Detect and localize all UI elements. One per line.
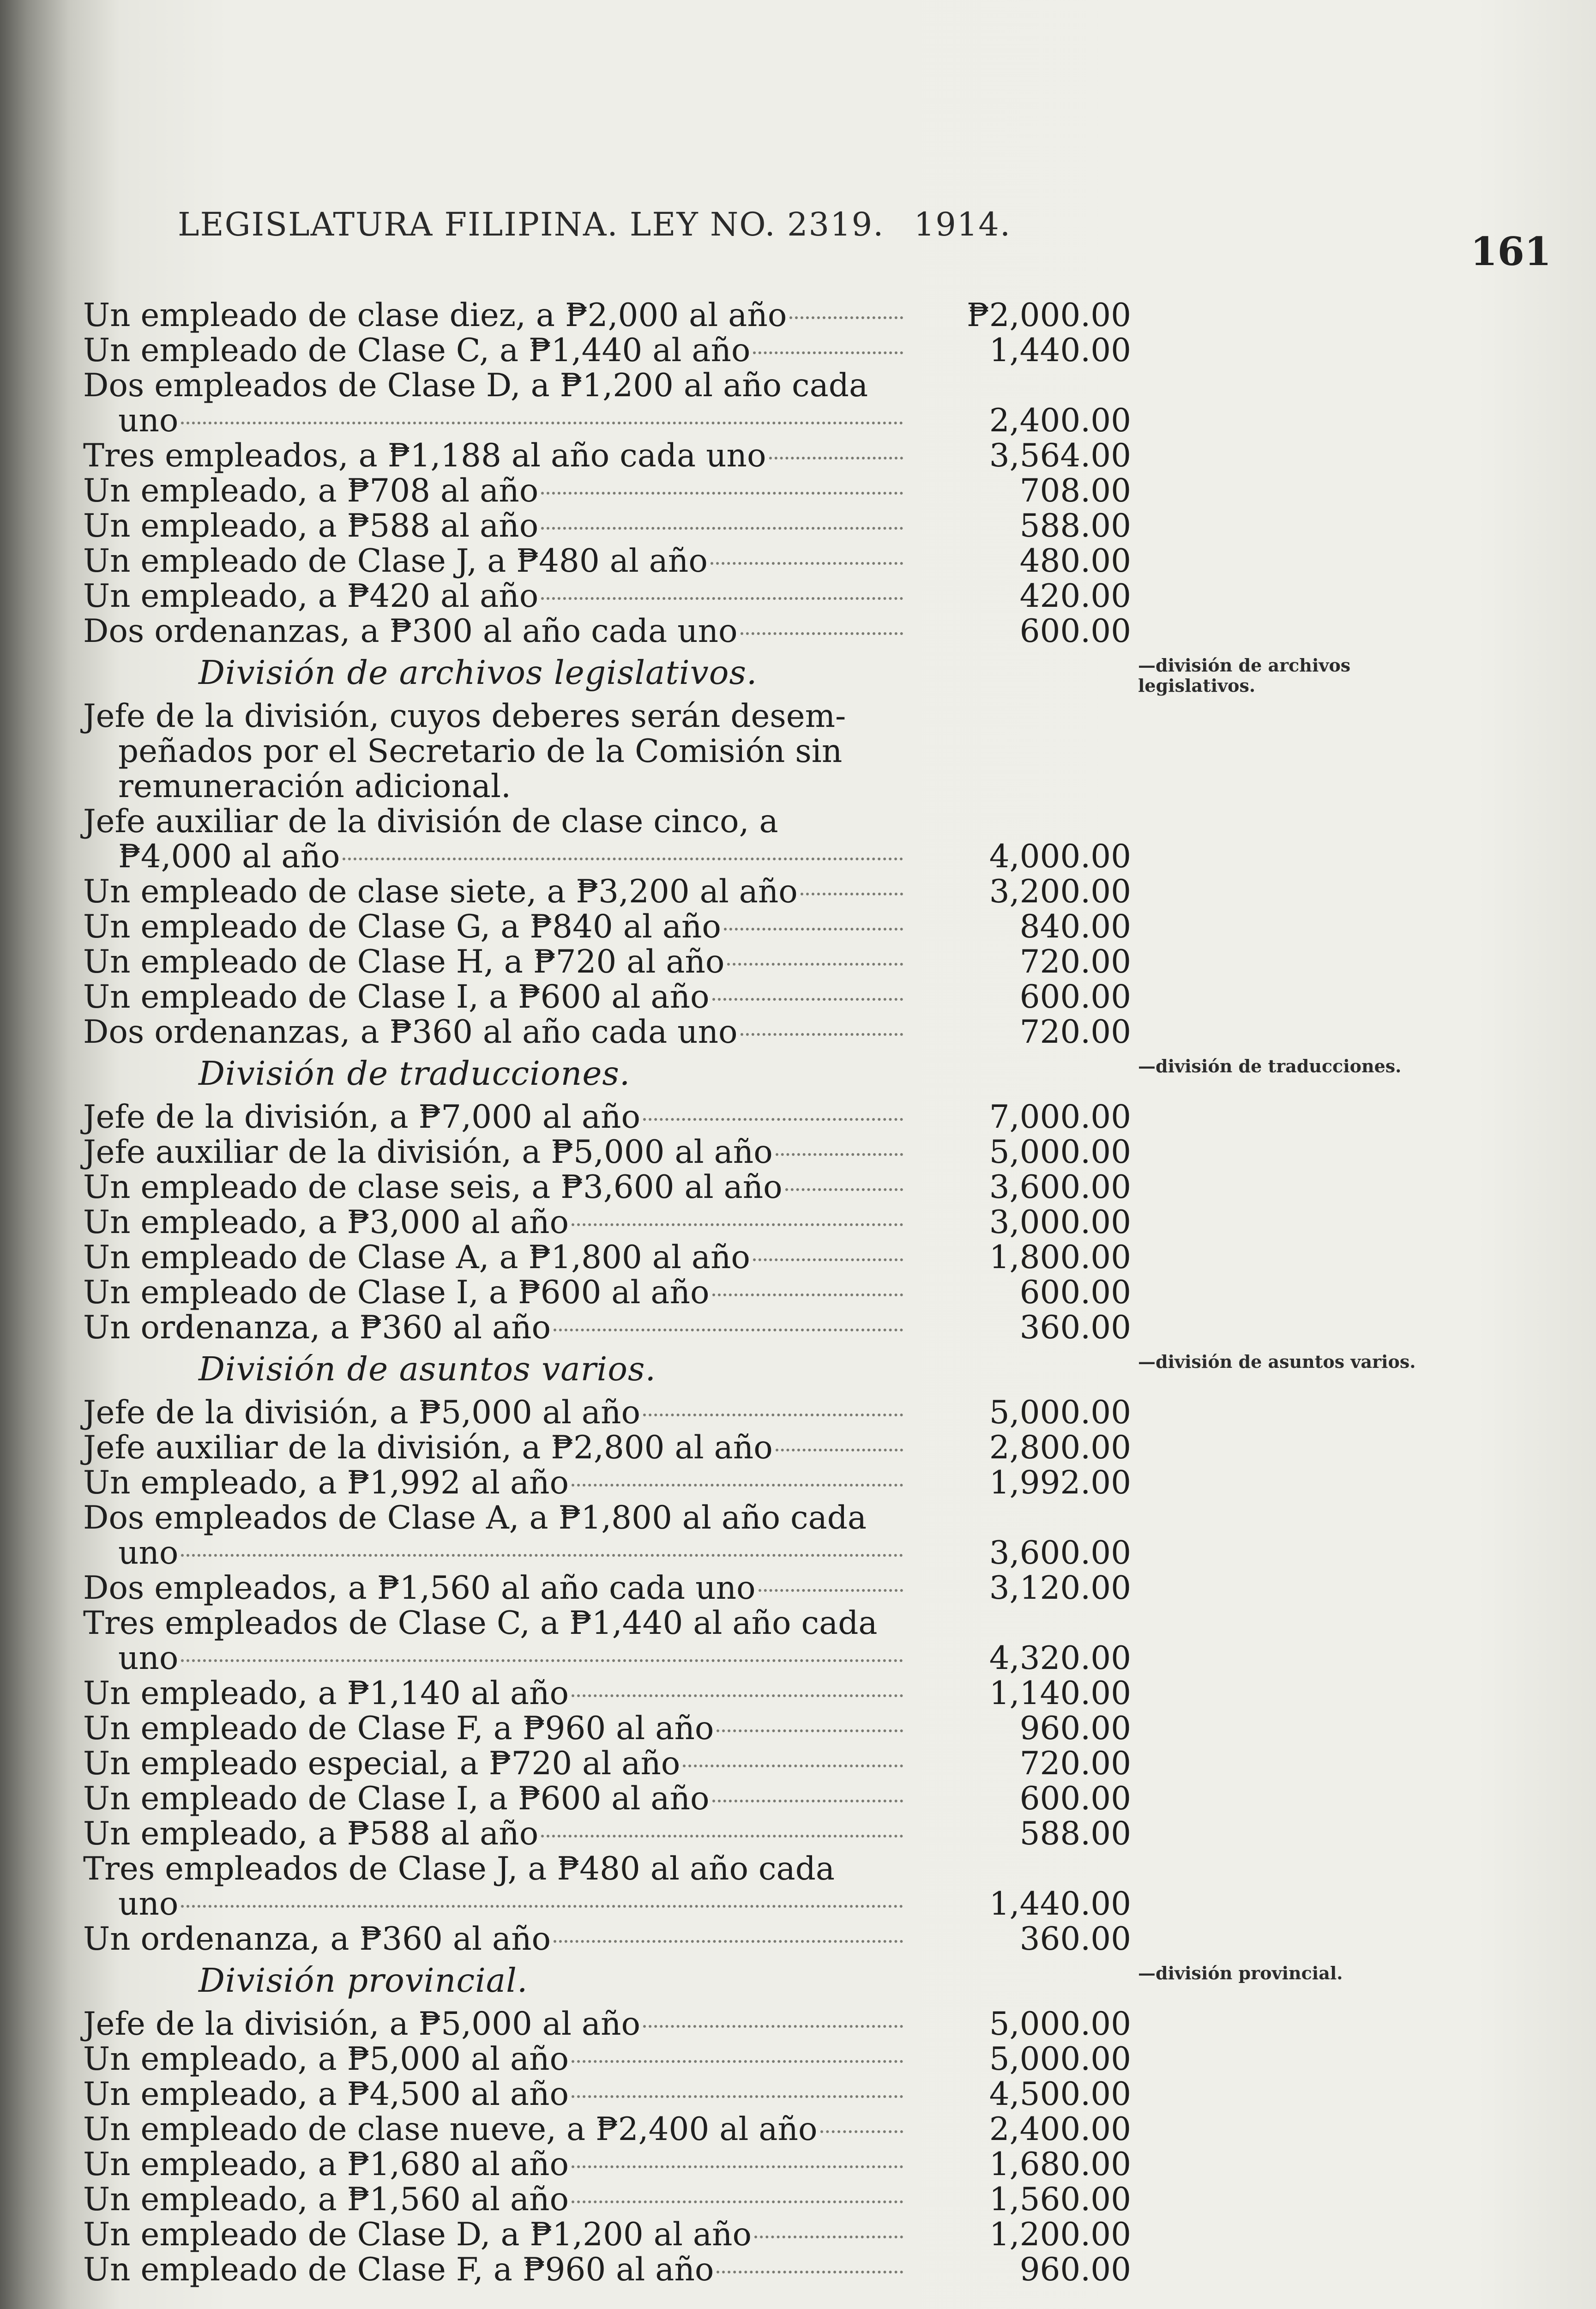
line-item-continuation [83,1851,1131,1886]
line-item [83,473,1131,508]
dot-leader [712,979,903,1001]
line-item-text: Jefe auxiliar de la división de clase cinco, a [83,803,778,840]
line-item-text: Un empleado de clase siete, a ₱3,200 al año [83,873,798,910]
dot-leader [801,874,903,895]
dot-leader [776,1430,903,1451]
line-item-text-with-leader [83,2252,905,2287]
line-item-text-with-leader [83,1275,905,1310]
line-item-text: Un empleado de Clase J, a ₱480 al año [83,543,708,580]
line-item-text-with-leader [83,1100,905,1135]
dot-leader [712,1275,903,1296]
dot-leader [181,1535,903,1557]
line-item-text-with-leader [83,579,905,614]
line-item-text: peñados por el Secretario de la Comisión sin [118,733,843,770]
line-item-text: Jefe de la división, cuyos deberes serán desem- [83,698,846,735]
line-item-amount: 420.00 [1019,578,1131,615]
line-item-text-with-leader [83,2112,905,2147]
line-item-amount: 720.00 [1019,1745,1131,1782]
dot-leader [572,1676,903,1697]
line-item-text: Dos empleados de Clase D, a ₱1,200 al año cada [83,367,868,404]
line-item-continuation [83,1606,1131,1641]
line-item-text: Jefe de la división, a ₱7,000 al año [83,1099,640,1136]
appropriation-list [83,298,1131,2287]
line-item-text-with-leader [83,1641,905,1676]
line-item-text-with-leader [83,1886,905,1922]
margin-note: —división provincial. [1138,1963,1343,1983]
line-item-continuation [83,804,1131,839]
line-item-text-with-leader [83,1015,905,1050]
line-item-continuation [83,734,1131,769]
line-item-text-with-leader [83,508,905,544]
section-heading-text: División de asuntos varios. [199,1350,656,1388]
line-item-text-with-leader [83,473,905,508]
line-item-text: Un empleado de Clase I, a ₱600 al año [83,979,710,1015]
line-item [83,2007,1131,2042]
line-item-amount: 840.00 [1019,908,1131,945]
line-item [83,1100,1131,1135]
line-item [83,2042,1131,2077]
line-item-amount: 4,500.00 [989,2076,1131,2113]
line-item-amount: 600.00 [1019,979,1131,1015]
line-item-text-with-leader [83,944,905,979]
line-item-amount: 2,400.00 [989,2111,1131,2148]
dot-leader [554,1310,903,1331]
line-item-text-with-leader [83,333,905,368]
line-item-text: Un empleado de Clase I, a ₱600 al año [83,1780,710,1817]
line-item-text-with-leader [83,874,905,909]
line-item-text: Un empleado, a ₱588 al año [83,508,539,544]
line-item [83,333,1131,368]
dot-leader [712,1781,903,1802]
line-item-text: Un empleado de Clase H, a ₱720 al año [83,943,725,980]
line-item-amount: 2,400.00 [989,402,1131,439]
line-item [83,508,1131,544]
line-item-text: Un empleado, a ₱3,000 al año [83,1204,569,1241]
line-item-text-with-leader [83,1205,905,1240]
line-item-text-with-leader [83,1711,905,1746]
line-item-amount: 1,200.00 [989,2216,1131,2253]
section-heading-text: División provincial. [199,1961,528,2000]
line-item [83,1205,1131,1240]
line-item [83,1746,1131,1781]
line-item-continuation [83,769,1131,804]
line-item-amount: 588.00 [1019,1815,1131,1852]
line-item-amount: 1,560.00 [989,2181,1131,2218]
line-item-text: Dos empleados, a ₱1,560 al año cada uno [83,1570,756,1607]
line-item-amount: 3,564.00 [989,437,1131,474]
section-heading [83,1957,1131,2007]
line-item-amount: 4,320.00 [989,1640,1131,1677]
dot-leader [717,2252,903,2273]
margin-note: —división de archivos legislativos. [1138,655,1351,696]
line-item [83,979,1131,1015]
line-item [83,1886,1131,1922]
line-item-amount: 4,000.00 [989,838,1131,875]
line-item-text-with-leader [83,2147,905,2182]
line-item-amount: 1,140.00 [989,1675,1131,1712]
line-item-text-with-leader [83,979,905,1015]
line-item-text: uno [118,1886,179,1922]
margin-note: —división de asuntos varios. [1138,1351,1416,1372]
section-heading [83,1050,1131,1100]
line-item-amount: 1,992.00 [989,1464,1131,1501]
line-item [83,1275,1131,1310]
dot-leader [711,544,903,565]
line-item-text-with-leader [83,1135,905,1170]
line-item [83,1641,1131,1676]
line-item-amount: 600.00 [1019,1780,1131,1817]
line-item-amount: 1,440.00 [989,332,1131,369]
line-item-text-with-leader [83,1535,905,1571]
dot-leader [683,1746,903,1767]
line-item [83,1922,1131,1957]
dot-leader [820,2112,903,2133]
line-item-text-with-leader [83,1240,905,1275]
line-item-text: Dos ordenanzas, a ₱360 al año cada uno [83,1014,738,1051]
line-item-text: Un empleado de Clase F, a ₱960 al año [83,2251,714,2288]
line-item-text: Jefe de la división, a ₱5,000 al año [83,2006,640,2043]
dot-leader [541,473,903,495]
section-heading-text: División de archivos legislativos. [199,653,758,692]
line-item-amount: 5,000.00 [989,1134,1131,1171]
dot-leader [343,839,903,860]
line-item-text: Un empleado de clase nueve, a ₱2,400 al año [83,2111,818,2148]
line-item [83,544,1131,579]
line-item-continuation [83,699,1131,734]
line-item-text: Un empleado, a ₱1,140 al año [83,1675,569,1712]
line-item-text: Un empleado de clase diez, a ₱2,000 al año [83,297,787,334]
dot-leader [753,1240,903,1261]
line-item-amount: 5,000.00 [989,2006,1131,2043]
line-item-text: Un empleado, a ₱5,000 al año [83,2041,569,2078]
line-item-amount: 960.00 [1019,1710,1131,1747]
line-item-text-with-leader [83,2182,905,2217]
line-item-continuation [83,368,1131,403]
line-item-amount: 3,200.00 [989,873,1131,910]
line-item-amount: 1,440.00 [989,1886,1131,1922]
line-item-text: Un empleado de Clase D, a ₱1,200 al año [83,2216,752,2253]
dot-leader [572,1465,903,1487]
dot-leader [554,1922,903,1943]
line-item-text-with-leader [83,2042,905,2077]
dot-leader [789,298,903,319]
section-heading [83,1345,1131,1395]
line-item-text: Un empleado, a ₱1,680 al año [83,2146,569,2183]
line-item-amount: 1,680.00 [989,2146,1131,2183]
line-item-text: Jefe de la división, a ₱5,000 al año [83,1394,640,1431]
line-item-text-with-leader [83,1465,905,1500]
line-item-text-with-leader [83,1310,905,1345]
line-item-continuation [83,1500,1131,1535]
line-item [83,1571,1131,1606]
line-item-amount: 600.00 [1019,613,1131,650]
line-item-amount: 360.00 [1019,1309,1131,1346]
line-item [83,1240,1131,1275]
line-item-text: uno [118,402,179,439]
running-header-title: LEGISLATURA FILIPINA. LEY NO. 2319. [178,206,885,243]
line-item-text: Un empleado de Clase F, a ₱960 al año [83,1710,714,1747]
line-item-text: Un empleado de clase seis, a ₱3,600 al año [83,1169,783,1206]
line-item-amount: 3,600.00 [989,1169,1131,1206]
line-item [83,2252,1131,2287]
line-item-text: Tres empleados de Clase J, a ₱480 al año cada [83,1850,835,1887]
dot-leader [785,1170,903,1191]
dot-leader [181,1641,903,1662]
line-item-text-with-leader [83,1746,905,1781]
dot-leader [769,438,903,459]
dot-leader [741,1015,903,1036]
line-item-text: Tres empleados de Clase C, a ₱1,440 al año cada [83,1605,878,1642]
line-item-amount: 600.00 [1019,1274,1131,1311]
dot-leader [541,1816,903,1838]
line-item-text: Un empleado, a ₱420 al año [83,578,539,615]
line-item [83,1310,1131,1345]
line-item [83,1395,1131,1430]
section-heading [83,649,1131,699]
line-item-text: Dos empleados de Clase A, a ₱1,800 al año cada [83,1499,867,1536]
dot-leader [741,614,903,635]
line-item [83,298,1131,333]
line-item-text: Un empleado de Clase I, a ₱600 al año [83,1274,710,1311]
dot-leader [727,944,903,966]
line-item [83,839,1131,874]
line-item-text: Un empleado especial, a ₱720 al año [83,1745,681,1782]
line-item-text: Un empleado, a ₱4,500 al año [83,2076,569,2113]
line-item-text-with-leader [83,298,905,333]
line-item [83,1535,1131,1571]
line-item-amount: 1,800.00 [989,1239,1131,1276]
line-item-text: Un empleado de Clase G, a ₱840 al año [83,908,721,945]
line-item-amount: 360.00 [1019,1921,1131,1958]
line-item-text: Jefe auxiliar de la división, a ₱5,000 al año [83,1134,773,1171]
line-item [83,2182,1131,2217]
dot-leader [759,1571,903,1592]
line-item-text-with-leader [83,839,905,874]
page-number: 161 [1470,229,1552,274]
running-header-year: 1914. [914,206,1012,243]
line-item-text: Un empleado de Clase C, a ₱1,440 al año [83,332,751,369]
dot-leader [572,2077,903,2098]
line-item-text-with-leader [83,909,905,944]
dot-leader [776,1135,903,1156]
line-item [83,1676,1131,1711]
line-item-text: ₱4,000 al año [118,838,340,875]
line-item-amount: 708.00 [1019,472,1131,509]
line-item-amount: 720.00 [1019,943,1131,980]
running-header [178,206,1011,243]
line-item-amount: 3,120.00 [989,1570,1131,1607]
line-item [83,614,1131,649]
dot-leader [754,2217,903,2238]
line-item-amount: 7,000.00 [989,1099,1131,1136]
dot-leader [717,1711,903,1732]
line-item-text-with-leader [83,438,905,473]
line-item [83,909,1131,944]
dot-leader [724,909,903,931]
line-item [83,1781,1131,1816]
line-item [83,403,1131,438]
dot-leader [541,579,903,600]
line-item-text: Un ordenanza, a ₱360 al año [83,1309,551,1346]
dot-leader [753,333,903,354]
line-item [83,438,1131,473]
line-item-amount: 5,000.00 [989,2041,1131,2078]
line-item-text-with-leader [83,1922,905,1957]
line-item-amount: 5,000.00 [989,1394,1131,1431]
line-item-text-with-leader [83,1781,905,1816]
line-item-amount: 720.00 [1019,1014,1131,1051]
line-item [83,1170,1131,1205]
line-item-amount: 2,800.00 [989,1429,1131,1466]
dot-leader [643,2007,903,2028]
line-item [83,1430,1131,1465]
line-item-text-with-leader [83,1816,905,1851]
dot-leader [572,1205,903,1226]
line-item-text-with-leader [83,403,905,438]
line-item-amount: 480.00 [1019,543,1131,580]
line-item [83,1015,1131,1050]
dot-leader [643,1100,903,1121]
line-item-text-with-leader [83,1676,905,1711]
line-item [83,2112,1131,2147]
line-item-text: Jefe auxiliar de la división, a ₱2,800 al año [83,1429,773,1466]
line-item-text-with-leader [83,1395,905,1430]
dot-leader [572,2147,903,2168]
line-item [83,2077,1131,2112]
dot-leader [572,2182,903,2203]
dot-leader [643,1395,903,1416]
line-item-amount: 3,000.00 [989,1204,1131,1241]
dot-leader [541,508,903,530]
line-item-text: uno [118,1535,179,1572]
line-item-text: Un empleado, a ₱708 al año [83,472,539,509]
line-item-amount: 960.00 [1019,2251,1131,2288]
line-item [83,944,1131,979]
line-item-amount: ₱2,000.00 [967,297,1131,334]
line-item-text: Un ordenanza, a ₱360 al año [83,1921,551,1958]
section-heading-text: División de traducciones. [199,1054,631,1093]
line-item [83,2147,1131,2182]
line-item-text: Un empleado de Clase A, a ₱1,800 al año [83,1239,750,1276]
dot-leader [572,2042,903,2063]
line-item-text: remuneración adicional. [118,768,511,805]
line-item [83,1465,1131,1500]
dot-leader [181,403,903,424]
line-item [83,2217,1131,2252]
line-item-text: uno [118,1640,179,1677]
line-item-amount: 588.00 [1019,508,1131,544]
line-item-text-with-leader [83,2217,905,2252]
line-item-text-with-leader [83,2007,905,2042]
line-item [83,579,1131,614]
line-item [83,1135,1131,1170]
line-item-text: Un empleado, a ₱588 al año [83,1815,539,1852]
line-item-amount: 3,600.00 [989,1535,1131,1572]
line-item-text-with-leader [83,2077,905,2112]
line-item-text-with-leader [83,614,905,649]
margin-note: —división de traducciones. [1138,1056,1402,1076]
line-item-text-with-leader [83,1571,905,1606]
line-item [83,1711,1131,1746]
line-item-text: Un empleado, a ₱1,992 al año [83,1464,569,1501]
line-item-text: Dos ordenanzas, a ₱300 al año cada uno [83,613,738,650]
line-item-text: Tres empleados, a ₱1,188 al año cada uno [83,437,766,474]
line-item-text-with-leader [83,1430,905,1465]
line-item [83,874,1131,909]
line-item-text-with-leader [83,1170,905,1205]
line-item [83,1816,1131,1851]
line-item-text: Un empleado, a ₱1,560 al año [83,2181,569,2218]
dot-leader [181,1886,903,1908]
line-item-text-with-leader [83,544,905,579]
